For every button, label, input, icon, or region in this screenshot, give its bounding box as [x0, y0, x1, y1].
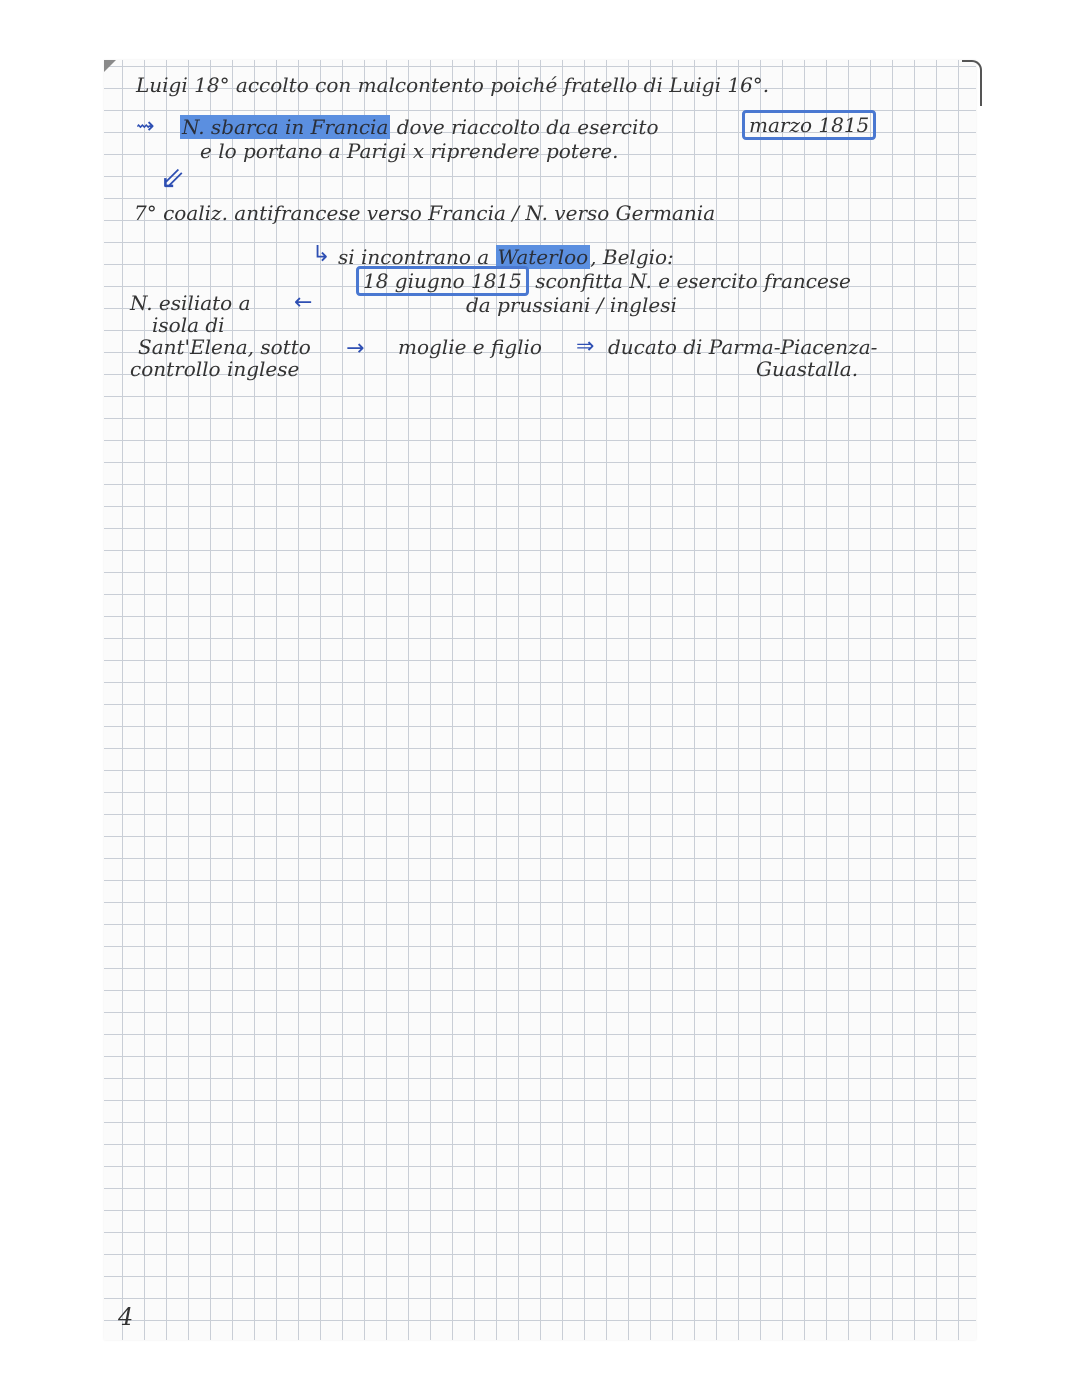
squiggle-arrow-icon: ⇝	[136, 114, 155, 139]
note-line-incontrano	[338, 246, 674, 268]
text-sconfitta: sconfitta N. e esercito francese	[535, 269, 851, 293]
double-arrow-down-left-icon: ⇙	[160, 161, 186, 196]
note-line-sconfitta	[356, 270, 851, 292]
note-line-luigi: Luigi 18° accolto con malcontento poiché fratello di Luigi 16°.	[136, 73, 770, 97]
note-duchy-2: Guastalla.	[756, 357, 859, 381]
page-corner	[104, 60, 116, 72]
double-arrow-right-icon: ⇒	[576, 334, 595, 359]
highlight-waterloo: Waterloo	[497, 245, 589, 269]
note-exile-2: isola di	[152, 313, 225, 337]
note-exile-1: N. esiliato a	[130, 291, 251, 315]
note-duchy-1: ducato di Parma-Piacenza-	[608, 335, 878, 359]
note-line-prussiani: da prussiani / inglesi	[466, 293, 677, 317]
page-number: 4	[118, 1303, 134, 1331]
turn-arrow-icon: ↳	[312, 242, 331, 267]
highlight-sbarca: N. sbarca in Francia	[182, 115, 389, 139]
arrow-right-icon: →	[346, 336, 365, 361]
arrow-left-icon: ←	[294, 290, 313, 315]
date-marzo: marzo 1815	[742, 110, 876, 140]
text-riaccolto: dove riaccolto da esercito	[396, 115, 659, 139]
note-line-sbarca	[180, 116, 658, 138]
date-18-giugno: 18 giugno 1815	[356, 266, 529, 296]
text-belgio: , Belgio:	[590, 245, 674, 269]
text-incontrano: si incontrano a	[338, 245, 490, 269]
note-family: moglie e figlio	[398, 335, 542, 359]
date-marzo-box	[742, 114, 876, 136]
note-exile-4: controllo inglese	[130, 357, 300, 381]
note-line-coalizione: 7° coaliz. antifrancese verso Francia / N. verso Germania	[134, 201, 716, 225]
note-line-parigi: e lo portano a Parigi x riprendere potere.	[200, 139, 619, 163]
note-exile-3: Sant'Elena, sotto	[138, 335, 311, 359]
margin-mark	[962, 60, 982, 106]
